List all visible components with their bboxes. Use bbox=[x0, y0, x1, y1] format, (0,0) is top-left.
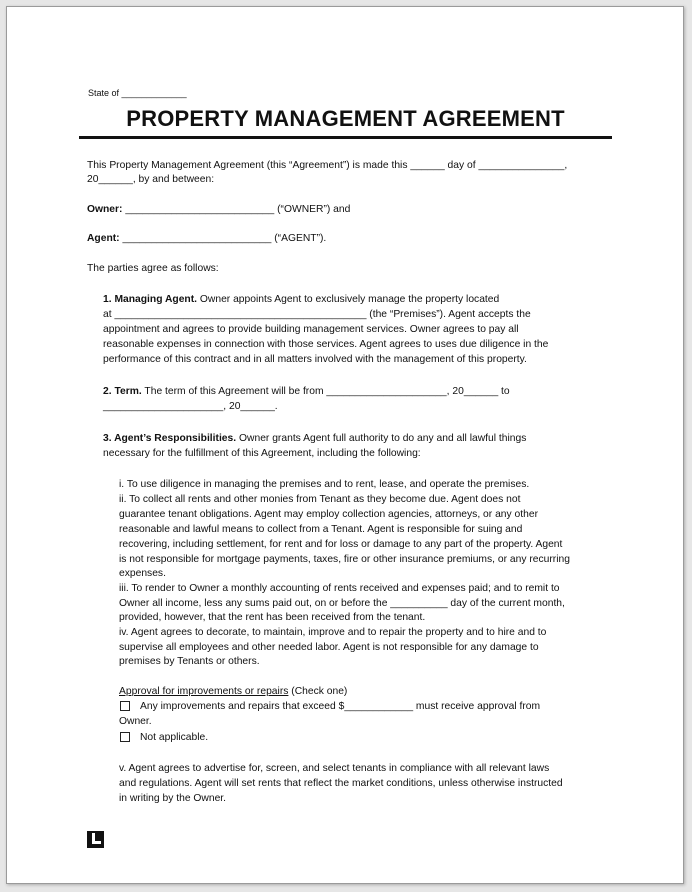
approval-option1-checkbox[interactable] bbox=[120, 701, 130, 711]
section3-line-1 bbox=[103, 431, 526, 446]
legal-document-logo-icon bbox=[87, 831, 104, 848]
item-line: i. To use diligence in managing the premises and to rent, lease, and operate the premises. bbox=[119, 479, 530, 490]
item-line: recovering, including settlement, for rent and for loss or damage to any part of the property. Agent bbox=[119, 539, 563, 550]
item-v-line: in writing by the Owner. bbox=[119, 793, 227, 804]
owner-label: Owner: bbox=[87, 204, 123, 215]
owner-line bbox=[87, 202, 350, 217]
approval-option1-label-cont: Owner. bbox=[119, 716, 152, 727]
item-line: guarantee tenant obligations. Agent may employ collection agencies, attorneys, or any other bbox=[119, 509, 538, 520]
section1-line-4: reasonable expenses in connection with those services. Agent agrees to uses due diligence in the bbox=[103, 339, 549, 350]
section1-text: Owner appoints Agent to exclusively manage the property located bbox=[199, 294, 500, 305]
agent-line bbox=[87, 231, 326, 246]
section3-heading: 3. Agent’s Responsibilities. bbox=[103, 433, 237, 444]
section2-text: The term of this Agreement will be from _____________________, 20______ to bbox=[144, 386, 510, 397]
approval-option2-label: Not applicable. bbox=[140, 732, 209, 743]
section1-line-5: performance of this contract and in all matters involved with the management of this property. bbox=[103, 354, 527, 365]
check-one-note: (Check one) bbox=[288, 686, 348, 697]
intro-line-1: This Property Management Agreement (this “Agreement”) is made this ______ day of _______________, bbox=[87, 160, 568, 171]
item-line: iv. Agent agrees to decorate, to maintain, improve and to repair the property and to hire and to bbox=[119, 627, 547, 638]
item-line: supervise all employees and other needed labor. Agent is not responsible for any damage to bbox=[119, 642, 539, 653]
item-line: Owner all income, less any sums paid out, on or before the __________ day of the current month, bbox=[119, 598, 565, 609]
item-line: iii. To render to Owner a monthly accounting of rents received and expenses paid; and to remit to bbox=[119, 583, 560, 594]
approval-heading-line bbox=[119, 684, 347, 699]
document-title: PROPERTY MANAGEMENT AGREEMENT bbox=[126, 106, 565, 131]
intro-line-2: 20______, by and between: bbox=[87, 174, 215, 185]
owner-blank: __________________________ (“OWNER”) and bbox=[125, 204, 351, 215]
item-line: expenses. bbox=[119, 568, 166, 579]
item-line: provided, however, that the rent has been received from the tenant. bbox=[119, 612, 426, 623]
section2-heading: 2. Term. bbox=[103, 386, 142, 397]
section2-line-1 bbox=[103, 384, 510, 399]
agent-blank: __________________________ (“AGENT”). bbox=[122, 233, 327, 244]
approval-heading: Approval for improvements or repairs bbox=[119, 686, 289, 697]
parties-line: The parties agree as follows: bbox=[87, 263, 219, 274]
agent-label: Agent: bbox=[87, 233, 120, 244]
item-line: is not responsible for mortgage payments, taxes, fire or other insurance premiums, or any recurring bbox=[119, 554, 570, 565]
item-v-line: v. Agent agrees to advertise for, screen, and select tenants in compliance with all relevant laws bbox=[119, 763, 550, 774]
state-line: State of _____________ bbox=[88, 88, 187, 98]
approval-option2-checkbox[interactable] bbox=[120, 732, 130, 742]
section3-line-2: necessary for the fulfillment of this Agreement, including the following: bbox=[103, 448, 421, 459]
item-line: premises by Tenants or others. bbox=[119, 656, 260, 667]
approval-option1-label: Any improvements and repairs that exceed $____________ must receive approval from bbox=[140, 701, 541, 712]
section2-line-2: _____________________, 20______. bbox=[103, 401, 278, 412]
title-underline bbox=[79, 136, 612, 139]
item-line: reasonable and lawful means to collect from a Tenant. Agent is responsible for suing and bbox=[119, 524, 523, 535]
section1-line-1 bbox=[103, 292, 499, 307]
section1-heading: 1. Managing Agent. bbox=[103, 294, 198, 305]
section1-line-2: at ____________________________________________ (the “Premises”). Agent accepts the bbox=[103, 309, 531, 320]
item-line: ii. To collect all rents and other monies from Tenant as they become due. Agent does not bbox=[119, 494, 521, 505]
document-page bbox=[6, 6, 684, 884]
section3-text: Owner grants Agent full authority to do any and all lawful things bbox=[239, 433, 527, 444]
item-v-line: and regulations. Agent will set rents that reflect the market conditions, unless otherwise instructed bbox=[119, 778, 563, 789]
section1-line-3: appointment and agrees to provide building management services. Owner agrees to pay all bbox=[103, 324, 519, 335]
